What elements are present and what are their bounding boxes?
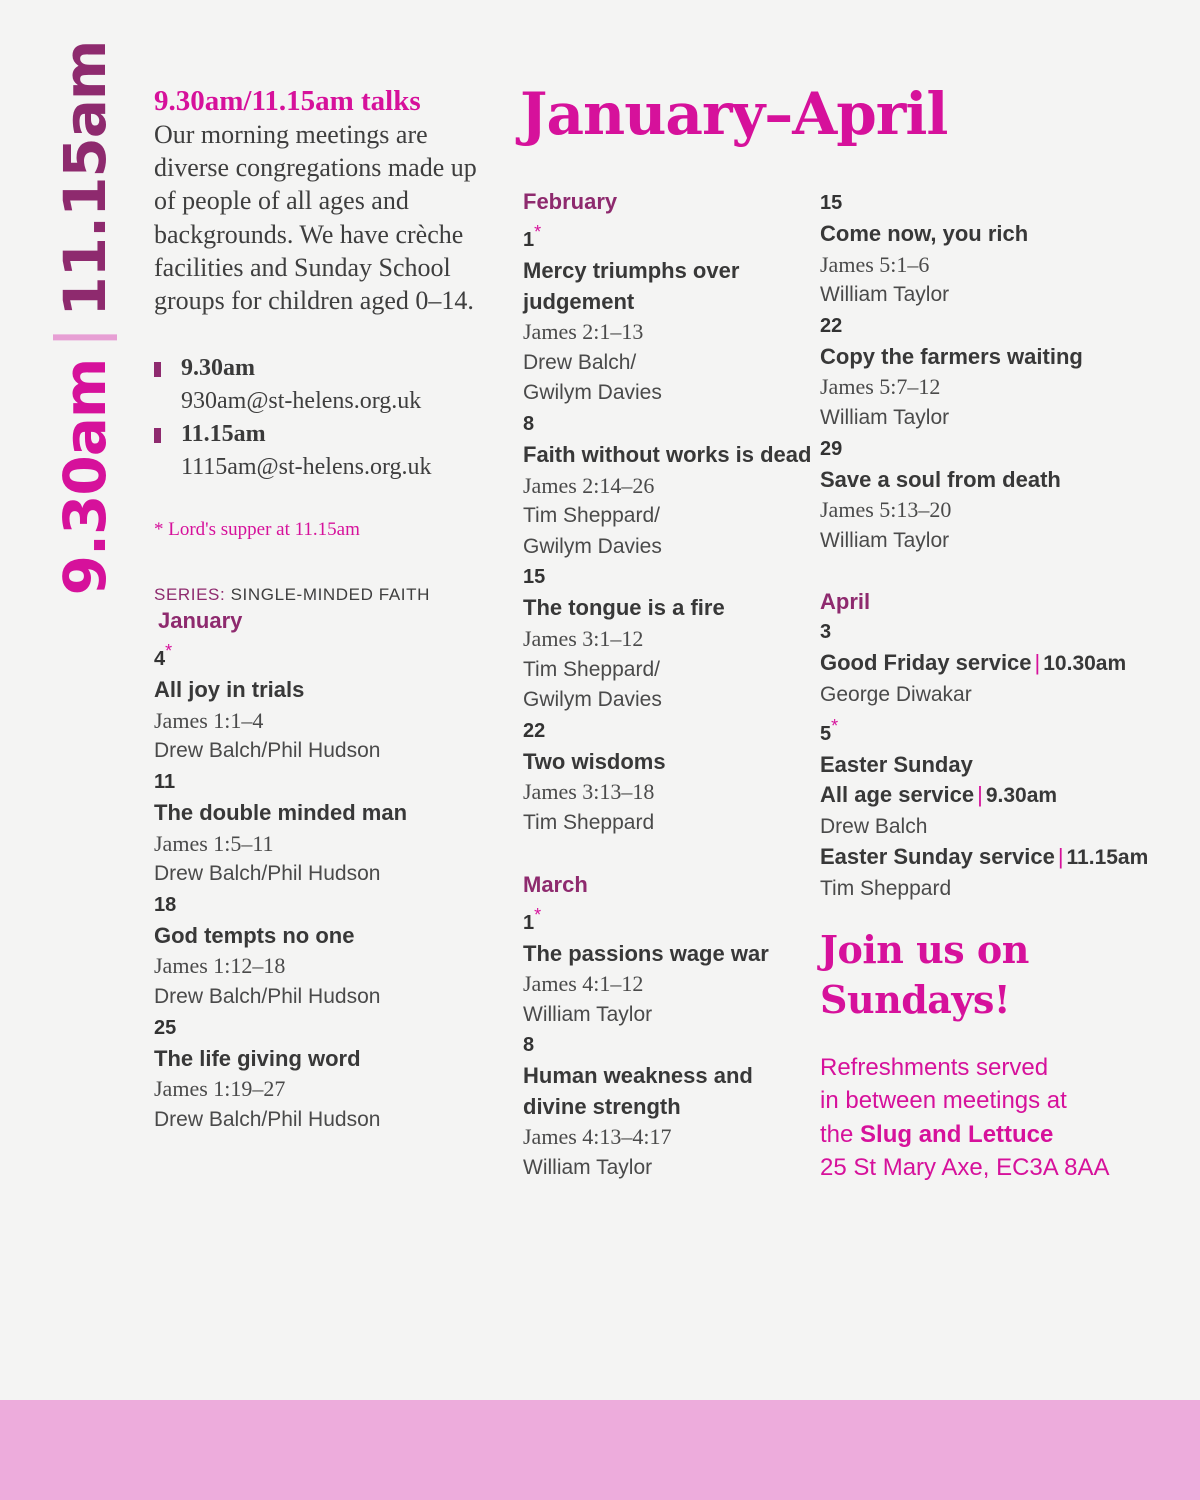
talk-date: 1* bbox=[523, 904, 542, 934]
talk-passage: James 4:13–4:17 bbox=[523, 1124, 672, 1150]
talk-passage: James 3:1–12 bbox=[523, 625, 644, 651]
spacer bbox=[820, 556, 1150, 586]
bullet-marker bbox=[154, 362, 161, 377]
talk-entry bbox=[523, 900, 813, 1031]
talk-date: 3 bbox=[820, 621, 832, 644]
talk-entry bbox=[523, 1030, 813, 1183]
talk-date: 5* bbox=[820, 715, 839, 745]
month-february: February bbox=[523, 189, 618, 214]
talk-passage: James 1:19–27 bbox=[154, 1076, 286, 1102]
spacer bbox=[523, 839, 813, 869]
talk-entry bbox=[820, 711, 1150, 905]
schedule-column-2 bbox=[523, 186, 813, 1184]
talk-title: All joy in trials bbox=[154, 677, 305, 703]
talk-speaker: William Taylor bbox=[820, 283, 950, 307]
talk-entry bbox=[523, 409, 813, 562]
talks-title: 9.30am/11.15am talks bbox=[154, 85, 421, 117]
talk-entry bbox=[523, 562, 813, 715]
talk-speaker: Drew Balch/Phil Hudson bbox=[154, 984, 381, 1008]
month-january: January bbox=[158, 608, 243, 634]
contact-email-link[interactable]: 1115am@st-helens.org.uk bbox=[181, 454, 432, 481]
talk-title: Faith without works is dead bbox=[523, 441, 812, 467]
talk-date: 8 bbox=[523, 412, 535, 435]
refreshments-note: Refreshments served in between meetings at the Slug and Lettuce 25 St Mary Axe, EC3A 8AA bbox=[820, 1051, 1150, 1185]
talk-passage: James 2:1–13 bbox=[523, 319, 644, 345]
talk-entry bbox=[154, 890, 484, 1013]
talk-date: 15 bbox=[820, 192, 843, 214]
bottom-color-band bbox=[0, 1400, 1200, 1500]
talk-entry bbox=[154, 767, 484, 890]
lords-supper-star: * bbox=[534, 222, 542, 242]
contact-930 bbox=[154, 353, 484, 419]
talk-passage: James 3:13–18 bbox=[523, 779, 655, 805]
talk-date: 25 bbox=[154, 1016, 177, 1039]
talk-title: Copy the farmers waiting bbox=[820, 343, 1083, 369]
lords-supper-star: * bbox=[831, 715, 839, 736]
contact-email-link[interactable]: 930am@st-helens.org.uk bbox=[181, 388, 422, 415]
footnote-text: Lord's supper at 11.15am bbox=[163, 519, 360, 541]
talk-title: The passions wage war bbox=[523, 940, 769, 966]
separator: | bbox=[977, 782, 983, 808]
service-line: All age service | 9.30am bbox=[820, 782, 1058, 808]
lords-supper-star: * bbox=[165, 641, 173, 662]
lords-supper-star: * bbox=[534, 904, 542, 925]
talk-date: 11 bbox=[154, 771, 176, 793]
talk-speaker: William Taylor bbox=[820, 528, 950, 552]
talk-entry bbox=[154, 636, 484, 767]
talk-passage: James 5:1–6 bbox=[820, 251, 930, 277]
talk-entry bbox=[523, 217, 813, 409]
separator: | bbox=[1034, 650, 1041, 676]
talk-date: 22 bbox=[523, 719, 546, 742]
service-time: 10.30am bbox=[1043, 652, 1127, 676]
talk-speaker: Tim Sheppard/ Gwilym Davies bbox=[523, 504, 662, 558]
series-name: SINGLE-MINDED FAITH bbox=[225, 585, 430, 605]
talk-passage: James 2:14–26 bbox=[523, 472, 655, 498]
talk-speaker: Tim Sheppard/ Gwilym Davies bbox=[523, 657, 662, 712]
talk-speaker: William Taylor bbox=[523, 1156, 653, 1180]
talk-date: 22 bbox=[820, 314, 843, 337]
talk-entry bbox=[820, 188, 1150, 311]
intro-column bbox=[154, 84, 484, 1135]
contact-time: 11.15am bbox=[181, 421, 266, 448]
separator: | bbox=[1057, 844, 1064, 870]
talk-title: Good Friday service | 10.30am bbox=[820, 650, 1127, 676]
schedule-column-3 bbox=[820, 188, 1150, 1185]
talk-entry bbox=[820, 617, 1150, 710]
talk-speaker: Drew Balch/Phil Hudson bbox=[154, 1107, 381, 1131]
series-heading bbox=[154, 585, 484, 605]
talk-date: 8 bbox=[523, 1034, 535, 1057]
talk-speaker: William Taylor bbox=[523, 1002, 653, 1026]
talk-speaker: Drew Balch bbox=[820, 814, 928, 838]
side-heading-1115: 11.15am bbox=[51, 40, 119, 317]
venue-address: 25 St Mary Axe, EC3A 8AA bbox=[820, 1154, 1110, 1181]
talk-passage: James 4:1–12 bbox=[523, 971, 644, 997]
talk-speaker: William Taylor bbox=[820, 405, 950, 429]
side-heading-divider bbox=[53, 335, 117, 341]
contact-1115 bbox=[154, 419, 484, 485]
talk-speaker: Drew Balch/Phil Hudson bbox=[154, 862, 381, 886]
series-label: SERIES: bbox=[154, 585, 226, 605]
bullet-marker bbox=[154, 428, 161, 443]
talk-title: Come now, you rich bbox=[820, 221, 1029, 246]
footnote bbox=[154, 519, 484, 541]
talk-speaker: Tim Sheppard bbox=[820, 876, 952, 900]
talk-title: Human weakness and divine strength bbox=[523, 1063, 753, 1119]
month-march: March bbox=[523, 871, 588, 897]
talk-passage: James 1:5–11 bbox=[154, 830, 274, 856]
talk-title: Two wisdoms bbox=[523, 748, 666, 774]
contact-time: 9.30am bbox=[181, 355, 255, 382]
talk-speaker: Drew Balch/Phil Hudson bbox=[154, 739, 381, 763]
talk-title: Save a soul from death bbox=[820, 466, 1061, 492]
talk-title: The life giving word bbox=[154, 1045, 361, 1071]
talk-title: God tempts no one bbox=[154, 922, 355, 948]
talk-speaker: Tim Sheppard bbox=[523, 810, 655, 834]
month-april: April bbox=[820, 589, 871, 615]
talk-entry bbox=[523, 716, 813, 839]
service-line: Easter Sunday service | 11.15am bbox=[820, 844, 1149, 870]
talk-speaker: George Diwakar bbox=[820, 682, 972, 706]
talk-title: The double minded man bbox=[154, 800, 408, 825]
talk-title: The tongue is a fire bbox=[523, 595, 725, 621]
talks-description: Our morning meetings are diverse congregations made up of people of all ages and backgrounds. We have crèche facilities and Sunday School groups for children aged 0–14. bbox=[154, 120, 477, 316]
talk-date: 18 bbox=[154, 893, 177, 916]
talk-title: Easter Sunday bbox=[820, 751, 973, 777]
talk-date: 1* bbox=[523, 222, 542, 251]
talk-passage: James 5:7–12 bbox=[820, 374, 941, 400]
side-heading-930: 9.30am bbox=[51, 358, 119, 596]
page-title: January–April bbox=[520, 80, 948, 148]
footnote-star: * bbox=[154, 519, 164, 541]
contact-list bbox=[154, 353, 484, 485]
join-us-heading: Join us on Sundays! bbox=[820, 926, 1029, 1022]
talk-entry bbox=[820, 434, 1150, 557]
talk-title: Mercy triumphs over judgement bbox=[523, 258, 740, 314]
talk-date: 29 bbox=[820, 437, 843, 460]
service-time: 9.30am bbox=[985, 784, 1058, 808]
talk-passage: James 1:1–4 bbox=[154, 707, 264, 733]
talk-entry bbox=[154, 1013, 484, 1136]
talk-date: 15 bbox=[523, 566, 546, 589]
talk-passage: James 1:12–18 bbox=[154, 953, 286, 979]
venue-name: Slug and Lettuce bbox=[860, 1120, 1054, 1148]
talk-passage: James 5:13–20 bbox=[820, 497, 952, 523]
talk-entry bbox=[820, 311, 1150, 434]
talk-speaker: Drew Balch/ Gwilym Davies bbox=[523, 350, 662, 405]
service-time: 11.15am bbox=[1066, 846, 1149, 870]
talk-date: 4* bbox=[154, 641, 173, 671]
